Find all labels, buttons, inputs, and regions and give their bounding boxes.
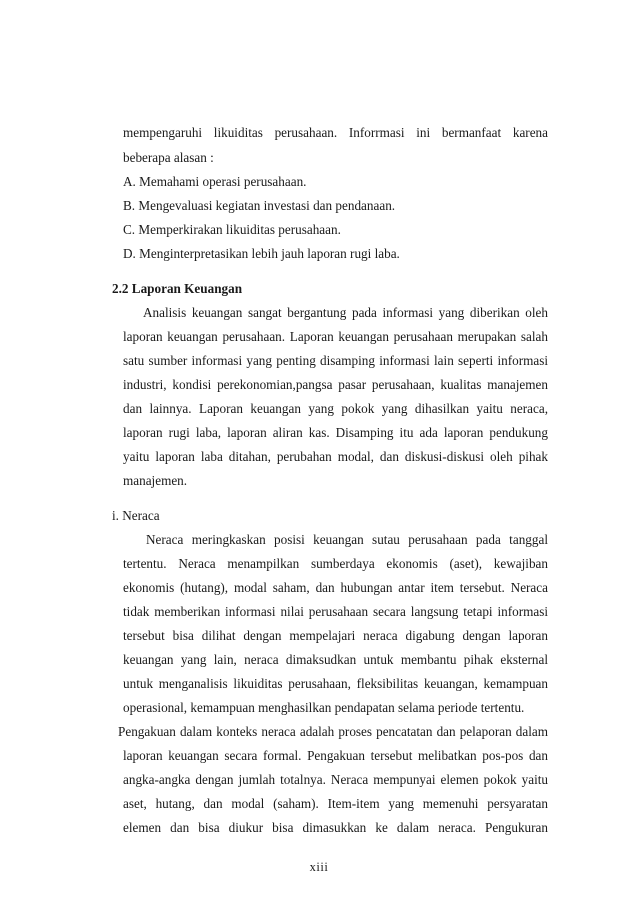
pengakuan-line-4: aset, hutang, dan modal (saham). Item-item yang memenuhi persyaratan <box>123 796 548 811</box>
neraca-line-1: Neraca meringkaskan posisi keuangan sutau perusahaan pada tanggal <box>146 532 548 547</box>
neraca-line-2: tertentu. Neraca menampilkan sumberdaya ekonomis (aset), kewajiban <box>123 556 548 571</box>
pengakuan-line-2: laporan keuangan secara formal. Pengakuan tersebut melibatkan pos-pos dan <box>123 748 548 763</box>
section-line-5: dan lainnya. Laporan keuangan yang pokok yang dihasilkan yaitu neraca, <box>123 401 548 416</box>
section-line-2: laporan keuangan perusahaan. Laporan keuangan perusahaan merupakan salah <box>123 329 548 344</box>
section-line-3: satu sumber informasi yang penting disamping informasi lain seperti informasi <box>123 353 548 368</box>
section-line-4: industri, kondisi perekonomian,pangsa pasar perusahaan, kualitas manajemen <box>123 377 548 392</box>
list-item-d: D. Menginterpretasikan lebih jauh laporan rugi laba. <box>123 246 400 261</box>
neraca-line-3: ekonomis (hutang), modal saham, dan hubungan antar item tersebut. Neraca <box>123 580 548 595</box>
intro-line-2: beberapa alasan : <box>123 150 214 165</box>
section-line-6: laporan rugi laba, laporan aliran kas. Disamping itu ada laporan pendukung <box>123 425 548 440</box>
intro-line-1: mempengaruhi likuiditas perusahaan. Inforrmasi ini bermanfaat karena <box>123 125 548 140</box>
list-item-c: C. Memperkirakan likuiditas perusahaan. <box>123 222 341 237</box>
neraca-line-4: tidak memberikan informasi nilai perusahaan secara langsung tetapi informasi <box>123 604 548 619</box>
neraca-line-5: tersebut bisa dilihat dengan mempelajari neraca digabung dengan laporan <box>123 628 548 643</box>
section-line-1: Analisis keuangan sangat bergantung pada informasi yang diberikan oleh <box>143 305 548 320</box>
neraca-line-8: operasional, kemampuan menghasilkan pendapatan selama periode tertentu. <box>123 700 525 715</box>
section-heading: 2.2 Laporan Keuangan <box>112 281 243 296</box>
list-item-a: A. Memahami operasi perusahaan. <box>123 174 307 189</box>
section-line-8: manajemen. <box>123 473 188 488</box>
neraca-line-6: keuangan yang lain, neraca dimaksudkan untuk membantu pihak eksternal <box>123 652 548 667</box>
pengakuan-line-3: angka-angka dengan jumlah totalnya. Neraca mempunyai elemen pokok yaitu <box>123 772 548 787</box>
pengakuan-line-5: elemen dan bisa diukur bisa dimasukkan ke dalam neraca. Pengukuran <box>123 820 548 835</box>
neraca-line-7: untuk menganalisis likuiditas perusahaan, fleksibilitas keuangan, kemampuan <box>123 676 548 691</box>
subsection-heading: i. Neraca <box>112 508 160 523</box>
pengakuan-line-1: Pengakuan dalam konteks neraca adalah proses pencatatan dan pelaporan dalam <box>118 724 548 739</box>
page-number: xiii <box>309 860 329 874</box>
list-item-b: B. Mengevaluasi kegiatan investasi dan pendanaan. <box>123 198 396 213</box>
section-line-7: yaitu laporan laba ditahan, perubahan modal, dan diskusi-diskusi oleh pihak <box>123 449 548 464</box>
